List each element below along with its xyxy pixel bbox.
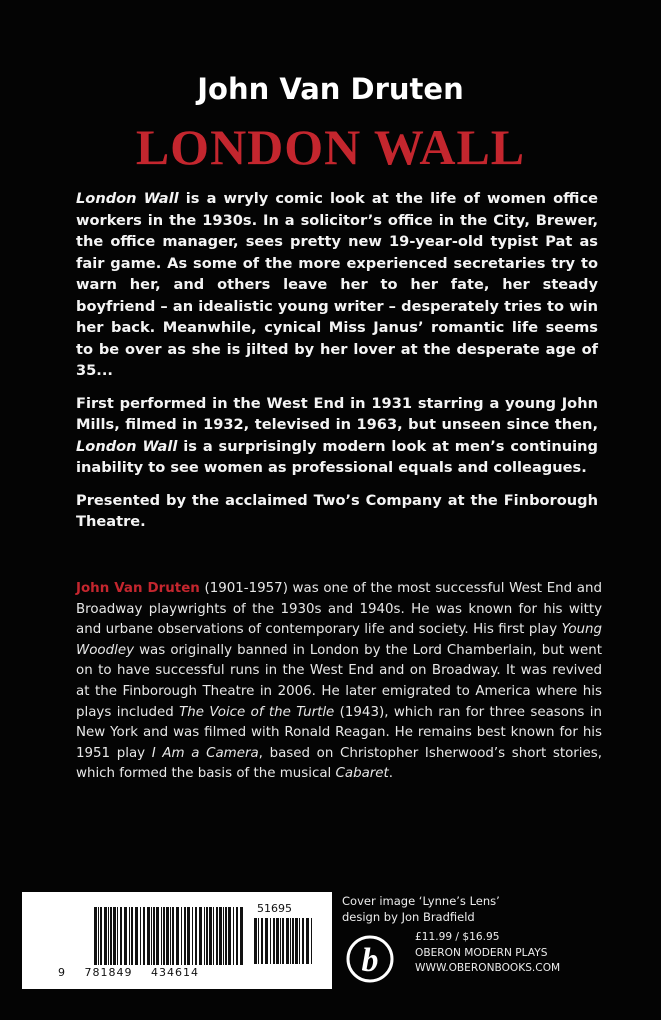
barcode-bar — [187, 907, 190, 965]
barcode-bar — [223, 907, 224, 965]
barcode-bar — [94, 907, 97, 965]
barcode-bar — [156, 907, 159, 965]
barcode-bar — [153, 907, 155, 965]
barcode-bar — [233, 907, 234, 965]
barcode-bar — [110, 907, 112, 965]
barcode-bar — [166, 907, 169, 965]
barcode-bar — [113, 907, 116, 965]
barcode-bar — [258, 918, 259, 964]
barcode-addon-svg — [254, 918, 314, 964]
bio-author-name: John Van Druten — [76, 581, 200, 596]
barcode-bar — [311, 918, 312, 964]
barcode-bar — [192, 907, 193, 965]
barcode-price-code: 51695 — [257, 902, 292, 915]
blurb-text: is a wryly comic look at the life of women office workers in the 1930s. In a solicitor’s office in the City, Brewer, the office manager, sees pretty new 19-year-old typist Pat as fair game. As some of the more experienced secretaries try to warn her, and others leave her to her fate, her steady boyfriend – an idealistic young writer – desperately tries to win her back. Meanwhile, cynical Miss Janus’ romantic life seems to be over as she is jilted by her lover at the desperate age of 35... — [76, 190, 598, 379]
barcode-bar — [129, 907, 130, 965]
bio-italic: I Am a Camera — [151, 745, 259, 761]
barcode-bar — [204, 907, 205, 965]
barcode-bar — [228, 907, 231, 965]
barcode-bar — [98, 907, 99, 965]
barcode-bar — [299, 918, 300, 964]
barcode-bar — [225, 907, 227, 965]
barcode-bar — [265, 918, 268, 964]
barcode-bar — [104, 907, 107, 965]
barcode-bar — [140, 907, 141, 965]
barcode-addon-bars — [254, 918, 314, 969]
barcode-bar — [295, 918, 298, 964]
barcode-bar — [216, 907, 218, 965]
barcode-bar — [270, 918, 271, 964]
barcode-bar — [100, 907, 102, 965]
oberon-logo-icon — [342, 931, 402, 987]
bio-italic: Young Woodley — [76, 622, 602, 658]
barcode-bar — [172, 907, 174, 965]
barcode — [22, 892, 332, 989]
barcode-bar — [176, 907, 179, 965]
barcode-bar — [273, 918, 275, 964]
barcode-bar — [213, 907, 214, 965]
barcode-bar — [219, 907, 222, 965]
barcode-bar — [276, 918, 279, 964]
barcode-bar — [280, 918, 281, 964]
blurb-paragraph-2 — [76, 393, 598, 479]
barcode-bars — [94, 907, 246, 965]
barcode-bar — [124, 907, 127, 965]
blurb-paragraph-3 — [76, 490, 598, 533]
website: WWW.OBERONBOOKS.COM — [415, 962, 561, 974]
bio-text: was originally banned in London by the Lord Chamberlain, but went on to have successful runs in the West End and on Broadway. It was revived at the Finborough Theatre in 2006. He later emigrated to America where his plays included — [76, 642, 602, 720]
bio-text: . — [388, 766, 394, 782]
barcode-bar — [254, 918, 257, 964]
barcode-bar — [290, 918, 291, 964]
barcode-bar — [302, 918, 304, 964]
bio-text: , based on Christopher Isherwood’s short stories, which formed the basis of the musical — [76, 745, 602, 782]
barcode-bar — [206, 907, 208, 965]
barcode-bar — [135, 907, 138, 965]
barcode-bar — [286, 918, 289, 964]
barcode-bar — [236, 907, 238, 965]
blurb-title-italic: London Wall — [76, 190, 179, 207]
publisher-info — [415, 930, 560, 977]
blurb-paragraph-1 — [76, 188, 598, 382]
barcode-main-bars — [94, 907, 246, 965]
barcode-bar — [292, 918, 294, 964]
blurb-title-italic: London Wall — [76, 437, 178, 455]
bio-text: (1901-1957) was one of the most successful West End and Broadway playwrights of the 1930s and 1940s. He was known for his witty and urbane observations of contemporary life and society. His first play — [76, 581, 602, 638]
blurb-text: First performed in the West End in 1931 starring a young John Mills, filmed in 1932, televised in 1963, but unseen since then, — [76, 394, 598, 433]
barcode-bar — [163, 907, 165, 965]
cover-credits — [342, 893, 500, 925]
barcode-bar — [240, 907, 243, 965]
bio-paragraph — [76, 579, 602, 785]
imprint: OBERON MODERN PLAYS — [415, 946, 548, 959]
barcode-bar — [184, 907, 186, 965]
price: £11.99 / $16.95 — [415, 931, 500, 943]
blurb-text: Presented by the acclaimed Two’s Company at the Finborough Theatre. — [76, 491, 598, 530]
author-name: John Van Druten — [197, 72, 464, 106]
barcode-isbn: 9 781849 434614 — [58, 966, 199, 979]
oberon-logo-letter: b — [361, 942, 379, 979]
design-credit: design by Jon Bradfield — [342, 910, 475, 924]
bio-italic: Cabaret — [335, 766, 389, 782]
barcode-bar — [261, 918, 263, 964]
author-bio — [76, 579, 602, 785]
cover-image-credit: Cover image ‘Lynne’s Lens’ — [342, 894, 500, 908]
barcode-bar — [143, 907, 145, 965]
barcode-bar — [306, 918, 309, 964]
blurb — [76, 188, 598, 544]
barcode-bar — [209, 907, 212, 965]
barcode-bar — [108, 907, 109, 965]
barcode-bar — [147, 907, 150, 965]
barcode-bar — [181, 907, 182, 965]
barcode-bar — [282, 918, 284, 964]
book-title: LONDON WALL — [135, 119, 526, 175]
barcode-bar — [170, 907, 171, 965]
barcode-bar — [117, 907, 118, 965]
bio-text: (1943), which ran for three seasons in New York and was filmed with Ronald Reagan. He remains best known for his 1951 play — [76, 704, 602, 761]
barcode-bar — [151, 907, 152, 965]
barcode-bar — [195, 907, 197, 965]
bio-italic: The Voice of the Turtle — [179, 704, 335, 720]
barcode-bar — [131, 907, 133, 965]
blurb-text: is a surprisingly modern look at men’s continuing inability to see women as professional equals and colleagues. — [76, 437, 598, 476]
barcode-bar — [120, 907, 122, 965]
barcode-bar — [161, 907, 162, 965]
barcode-bar — [199, 907, 202, 965]
